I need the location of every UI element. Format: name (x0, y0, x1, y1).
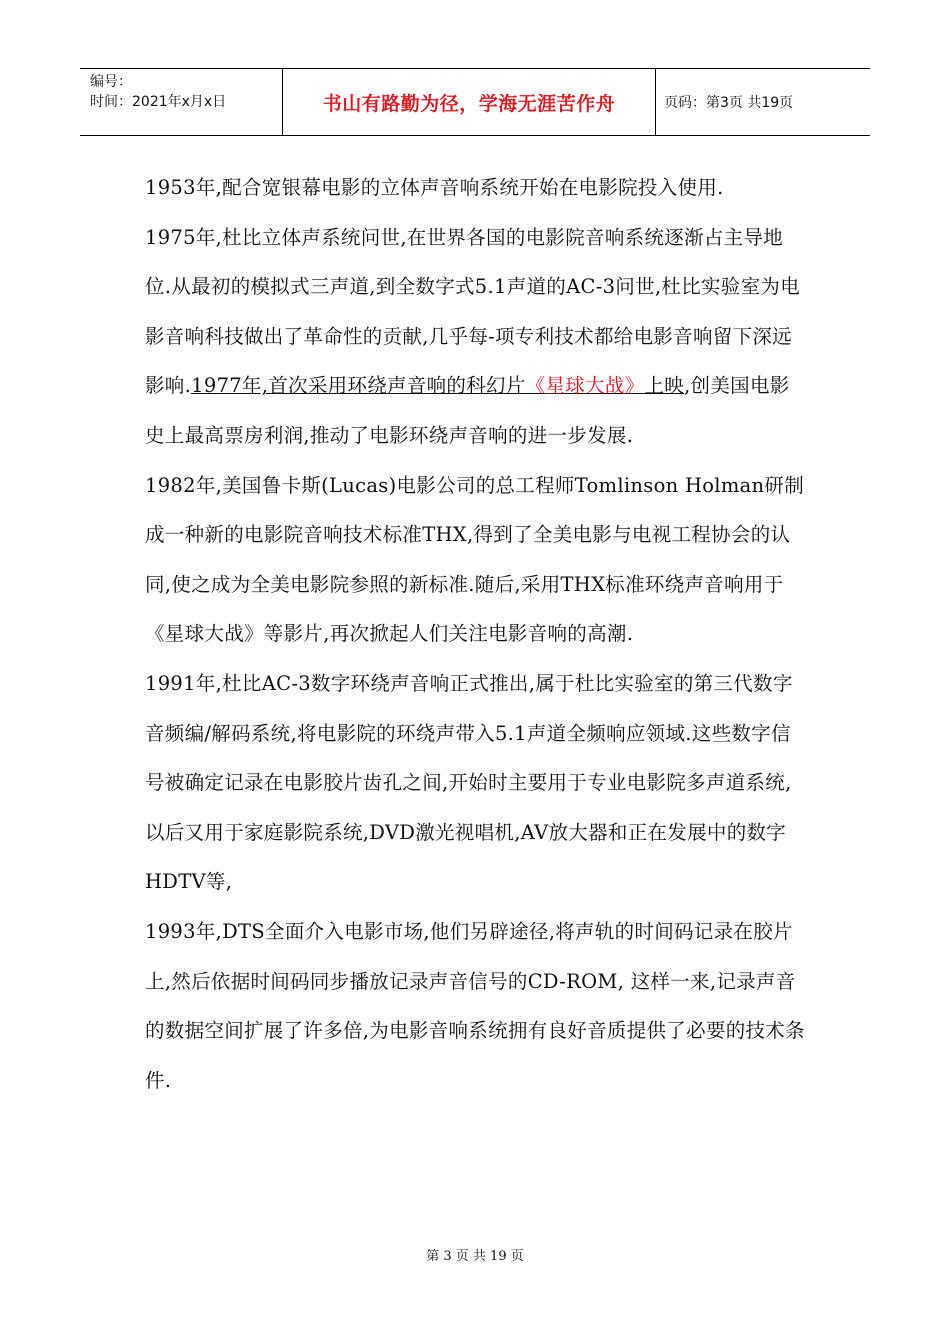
paragraph-1953: 1953年,配合宽银幕电影的立体声音响系统开始在电影院投入使用. (145, 176, 724, 199)
header-meta (80, 69, 282, 135)
star-wars-title: 《星球大战》 (525, 374, 645, 398)
paragraph-1993: 1993年,DTS全面介入电影市场,他们另辟途径,将声轨的时间码记录在胶片上,然后依据时间码同步播放记录声音信号的CD-ROM, 这样一来,记录声音的数据空间扩展了许多倍,为电影音响系统拥有良好音质提供了必要的技术条件. (145, 919, 805, 1092)
header-page-info: 页码：第3页 共19页 (664, 95, 794, 111)
paragraph-1991: 1991年,杜比AC-3数字环绕声音响正式推出,属于杜比实验室的第三代数字音频编/解码系统,将电影院的环绕声带入5.1声道全频响应领域.这些数字信号被确定记录在电影胶片齿孔之间,开始时主要用于专业电影院多声道系统,以后又用于家庭影院系统,DVD激光视唱机,AV放大器和正在发展中的数字HDTV等, (145, 671, 793, 894)
paragraph-1982: 1982年,美国鲁卡斯(Lucas)电影公司的总工程师Tomlinson Holman研制成一种新的电影院音响技术标准THX,得到了全美电影与电视工程协会的认同,使之成为全美电影院参照的新标准.随后,采用THX标准环绕声音响用于《星球大战》等影片,再次掀起人们关注电影音响的高潮. (145, 473, 805, 646)
page-header (80, 68, 870, 136)
paragraph-1975-text: 1975年,杜比立体声系统问世,在世界各国的电影院音响系统逐渐占主导地位.从最初的模拟式三声道,到全数字式5.1声道的AC-3问世,杜比实验室为电影音响科技做出了革命性的贡献,几乎每-项专利技术都给电影音响留下深远影响. (145, 225, 801, 398)
document-number-label: 编号： (90, 74, 132, 90)
paragraph-1975-text-2: ,创美国电影史上最高票房利润,推动了电影环绕声音响的进一步发展. (145, 374, 790, 447)
star-wars-link[interactable] (191, 374, 684, 397)
paragraph-1975 (145, 213, 805, 461)
document-body (145, 163, 805, 1105)
page-footer: 第 3 页 共 19 页 (426, 1249, 524, 1264)
star-wars-link-post: 上映 (644, 374, 685, 398)
header-motto: 书山有路勤为径，学海无涯苦作舟 (282, 69, 656, 135)
document-date: 时间：2021年x月x日 (90, 94, 227, 110)
star-wars-link-pre: 1977年,首次采用环绕声音响的科幻片 (191, 374, 526, 398)
